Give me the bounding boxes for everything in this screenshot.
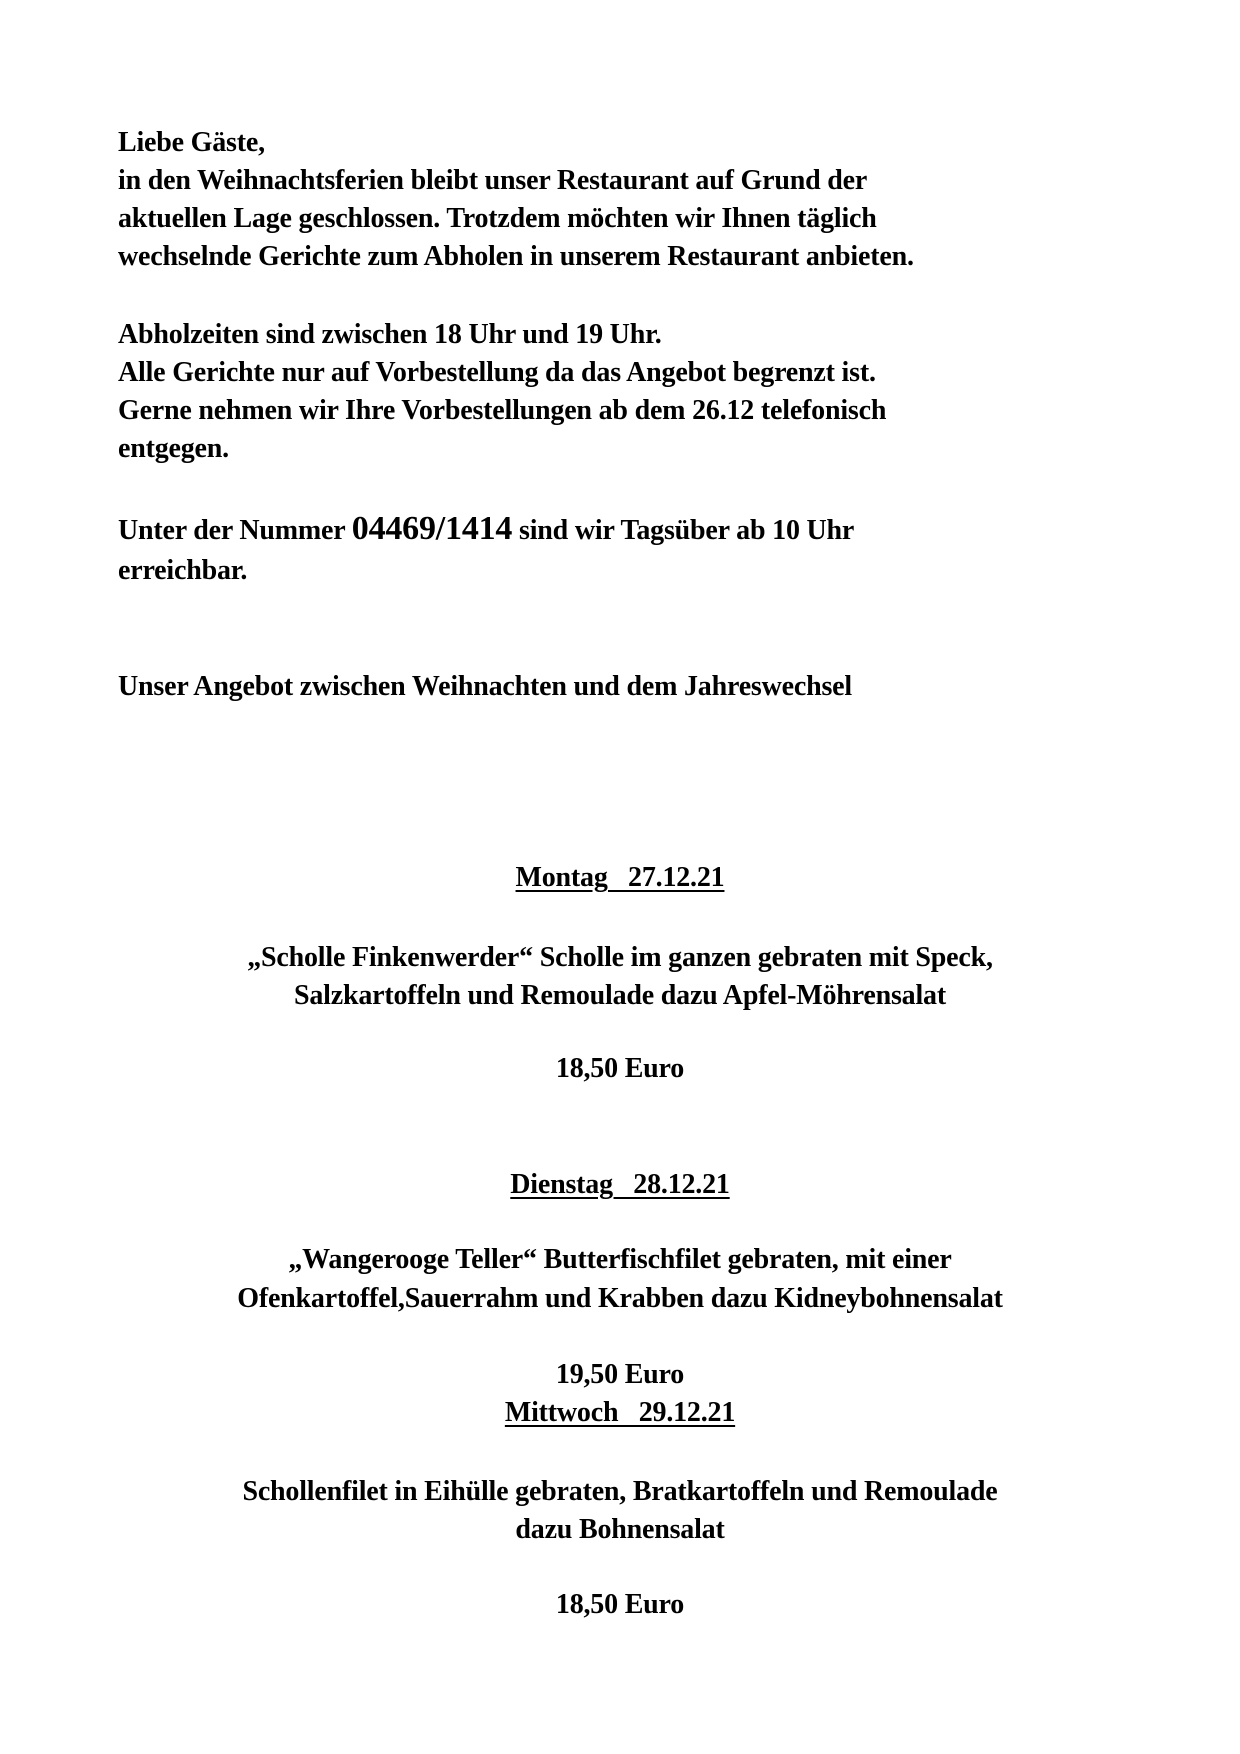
dish-line: Ofenkartoffel,Sauerrahm und Krabben dazu Kidneybohnensalat <box>237 1283 1003 1314</box>
intro-line: aktuellen Lage geschlossen. Trotzdem möchten wir Ihnen täglich <box>118 203 877 234</box>
phone-number: 04469/1414 <box>351 510 513 547</box>
dish-line: dazu Bohnensalat <box>515 1514 725 1545</box>
pickup-line: Alle Gerichte nur auf Vorbestellung da das Angebot begrenzt ist. <box>118 357 876 388</box>
dish-line: „Scholle Finkenwerder“ Scholle im ganzen gebraten mit Speck, <box>247 942 993 973</box>
day-heading-wednesday <box>0 1394 1240 1432</box>
day-heading-tuesday <box>0 1166 1240 1204</box>
intro-line: in den Weihnachtsferien bleibt unser Restaurant auf Grund der <box>118 165 868 196</box>
price: 18,50 Euro <box>555 1589 685 1620</box>
day-heading-monday <box>0 859 1240 897</box>
pickup-line: entgegen. <box>118 433 229 464</box>
price: 19,50 Euro <box>555 1359 685 1390</box>
day-heading-text: Dienstag 28.12.21 <box>510 1169 730 1200</box>
intro-line: wechselnde Gerichte zum Abholen in unserem Restaurant anbieten. <box>118 241 914 272</box>
contact-line-2: erreichbar. <box>118 555 248 586</box>
pickup-line: Abholzeiten sind zwischen 18 Uhr und 19 Uhr. <box>118 319 662 350</box>
contact-suffix: sind wir Tagsüber ab 10 Uhr <box>512 515 855 546</box>
dish-line: „Wangerooge Teller“ Butterfischfilet gebraten, mit einer <box>288 1244 952 1275</box>
pickup-line: Gerne nehmen wir Ihre Vorbestellungen ab dem 26.12 telefonisch <box>118 395 887 426</box>
offer-heading: Unser Angebot zwischen Weihnachten und dem Jahreswechsel <box>118 671 852 702</box>
greeting: Liebe Gäste, <box>118 127 265 158</box>
day-heading-text: Montag 27.12.21 <box>515 862 725 893</box>
dish-line: Schollenfilet in Eihülle gebraten, Bratkartoffeln und Remoulade <box>242 1476 998 1507</box>
contact-prefix: Unter der Nummer <box>118 515 352 546</box>
contact-line <box>118 510 854 550</box>
price: 18,50 Euro <box>555 1053 685 1084</box>
day-heading-text: Mittwoch 29.12.21 <box>504 1397 736 1428</box>
dish-line: Salzkartoffeln und Remoulade dazu Apfel-Möhrensalat <box>294 980 946 1011</box>
